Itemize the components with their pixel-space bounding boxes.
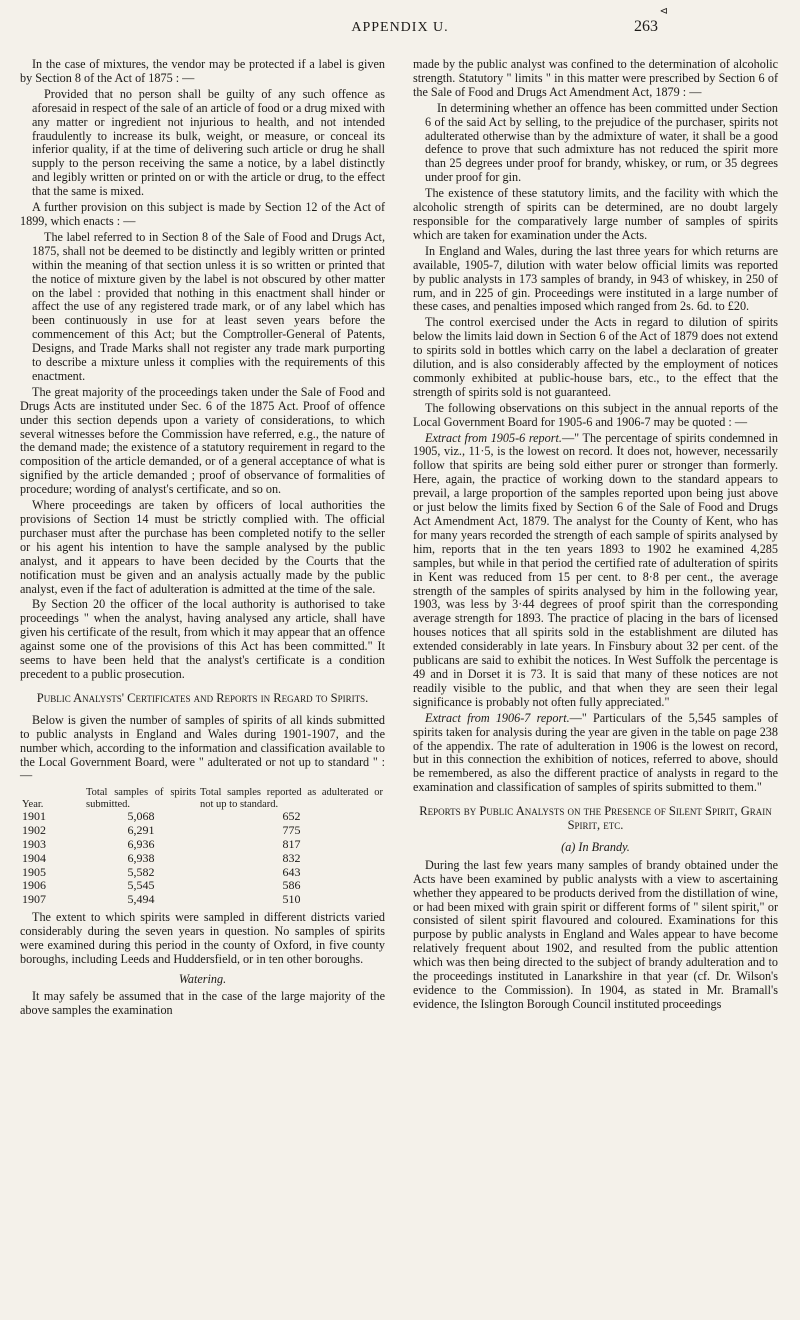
spirits-samples-table [20,787,385,907]
paragraph: Where proceedings are taken by officers of local authorities the provisions of Section 14 must be strictly complied with. The official purchaser must after the purchase has been completed notify to the seller or his agent his intention to have the sample analysed by the public analyst, and it appears to have been decided by the Courts that the notification must be given and an analysis actually made by the public analyst, even if the fact of adulteration is admitted at the time of the sale. [20,498,385,596]
paragraph: The great majority of the proceedings taken under the Sale of Food and Drugs Acts are instituted under Sec. 6 of the 1875 Act. Proof of offence under this section depends upon a variety of considerations, to which several witnesses before the Commission have referred, e.g., the nature of the demand made; the existence of a statutory requirement in regard to the composition of the article demanded, or of a general acceptance of what is signified by the article demanded ; proof of observance of formalities of procedure; wording of analyst's certificate, and so on. [20,384,385,497]
year-cell: 1903 [22,836,46,851]
submitted-cell: 5,068 [127,809,155,824]
paragraph: The extent to which spirits were sampled in different districts varied considerably during the seven years in question. No samples of spirits were examined during this period in the county of Oxford, in five county boroughs, including Leeds and Huddersfield, or in ten other boroughs. [20,909,385,966]
adulterated-cell: 586 [282,878,301,893]
paragraph: In the case of mixtures, the vendor may be protected if a label is given by Section 8 of the Act of 1875 : — [20,57,385,85]
column-header: Year. [22,798,44,810]
adulterated-cell: 652 [282,809,301,824]
column-header: Total samples of spirits submitted. [86,787,196,810]
paragraph: It may safely be assumed that in the case of the large majority of the above samples the examination [20,989,385,1018]
table-row [20,838,385,852]
paragraph: By Section 20 the officer of the local authority is authorised to take proceedings " when the analyst, having analysed any article, shall have given his certificate of the result, from which it may appear that an offence against some one of the provisions of this Act has been committed." It seems to have been held that the analyst's certificate is a condition precedent to a public prosecution. [20,597,385,681]
submitted-cell: 5,582 [127,864,155,879]
table-row [20,824,385,838]
year-cell: 1901 [22,809,46,824]
report-extract [413,432,778,710]
right-column [413,58,778,1014]
margin-mark: ⊲ [659,6,668,17]
section-heading: Reports by Public Analysts on the Presence of Silent Spirit, Grain Spirit, etc. [419,804,772,833]
table-row [20,866,385,880]
year-cell: 1904 [22,850,46,865]
table-header-row [20,787,385,810]
year-cell: 1906 [22,878,46,893]
page-number: 263 [634,18,658,35]
running-head: APPENDIX U. [351,20,449,35]
year-cell: 1902 [22,823,46,838]
statute-quote: In determining whether an offence has been committed under Section 6 of the said Act by selling, to the prejudice of the purchaser, spirits not adulterated otherwise than by the admixture of water, it shall be a good defence to prove that such admixture has not reduced the spirit more than 25 degrees under proof for brandy, whiskey, or rum, or 35 degrees under proof for gin. [425,100,778,185]
adulterated-cell: 510 [282,892,301,907]
year-cell: 1905 [22,864,46,879]
paragraph: During the last few years many samples of brandy obtained under the Acts have been examined by public analysts with a view to ascertaining whether they appeared to be products derived from the distillation of wine, or had been mixed with grain spirit or different forms of " silent spirit," or consisted of silent spirit flavoured and coloured. Examinations for this purpose by public analysts in England and Wales appear to have become relatively frequent about 1902, and resulted from the public attention which was then being directed to the subject of brandy adulteration and to the proceedings instituted in Lanarkshire in that year (cf. Dr. Wilson's evidence to the Commission). In 1904, as stated in Mr. Bramall's evidence, the Islington Borough Council instituted proceedings [413,857,778,1011]
report-extract [413,712,778,795]
table-row [20,852,385,866]
adulterated-cell: 643 [282,864,301,879]
statute-quote: The label referred to in Section 8 of the Sale of Food and Drugs Act, 1875, shall not be deemed to be distinctly and legibly written or printed within the meaning of that section unless it is so written or printed that the notice of mixture given by the label is not obscured by other matter on the label : provided that nothing in this enactment shall hinder or affect the use of any registered trade mark, or of any label which has been continuously in use for at least seven years before the commencement of this Act; but the Comptroller-General of Patents, Designs, and Trade Marks shall not register any trade mark purporting to describe a mixture unless it complies with the requirements of this enactment. [32,229,385,383]
submitted-cell: 6,938 [127,850,155,865]
submitted-cell: 5,545 [127,878,155,893]
paragraph: The following observations on this subject in the annual reports of the Local Government Board for 1905-6 and 1906-7 may be quoted : — [413,400,778,429]
adulterated-cell: 817 [282,836,301,851]
sub-heading: (a) In Brandy. [561,839,630,854]
paragraph: Below is given the number of samples of spirits of all kinds submitted to public analysts in England and Wales during 1901-1907, and the number which, according to the information and classification available to the Local Government Board, were " adulterated or not up to standard " : — [20,712,385,783]
section-heading: Public Analysts' Certificates and Reports in Regard to Spirits. [36,690,369,705]
paragraph: In England and Wales, during the last three years for which returns are available, 1905-7, dilution with water below official limits was reported by public analysts in 173 samples of brandy, in 943 of whiskey, in 250 of rum, and in 225 of gin. Proceedings were instituted in a large number of these cases, and penalties imposed which ranged from 2s. 6d. to £20. [413,243,778,314]
submitted-cell: 6,936 [127,836,155,851]
statute-quote: Provided that no person shall be guilty of any such offence as aforesaid in respect of the sale of an article of food or a drug mixed with any matter or ingredient not injurious to health, and not intended fraudulently to increase its bulk, weight, or measure, or conceal its inferior quality, if at the time of delivering such article or drug he shall supply to the person receiving the same a notice, by a label distinctly and legibly written or printed on or with the article or drug, to the effect that the same is mixed. [32,86,385,199]
extract-label: Extract from 1906-7 report. [425,710,570,725]
column-header: Total samples reported as adulterated or not up to standard. [200,787,383,810]
sub-heading: Watering. [178,971,227,986]
table-row [20,810,385,824]
extract-label: Extract from 1905-6 report. [425,430,562,445]
paragraph: A further provision on this subject is made by Section 12 of the Act of 1899, which enacts : — [20,200,385,228]
submitted-cell: 6,291 [127,823,155,838]
paragraph: The existence of these statutory limits, and the facility with which the alcoholic strength of spirits can be determined, are no doubt largely responsible for the comparatively large number of samples of spirits which are taken for examination under the Acts. [413,186,778,242]
year-cell: 1907 [22,892,46,907]
adulterated-cell: 775 [282,823,301,838]
page-header [0,6,800,40]
extract-text: —" Particulars of the 5,545 samples of spirits taken for analysis during the year are given in the table on page 238 of the appendix. The rate of adulteration in 1906 is the lowest on record, but in this connection the exhibition of notices, referred to above, should be remembered, as also the different practice of analysts in regard to the examination and classification of samples of spirits submitted to them." [413,710,778,795]
extract-text: —" The percentage of spirits condemned in 1905, viz., 11·5, is the lowest on record. It does not, however, necessarily follow that spirits are being sold either purer or stronger than formerly. Here, again, the practice of working down to the standard appears to prevail, a large proportion of the samples reported upon being just above or just below the limits fixed by Section 6 of the Sale of Food and Drugs Act Amendment Act, 1879. The analyst for the County of Kent, who has for many years recorded the strength of each sample of spirits analysed by him, reports that in the ten years 1893 to 1902 he examined 4,285 samples, but while in that period the certified rate of adulteration of spirits in Kent was reduced from 15 per cent. to 8·8 per cent., the average strength of the samples of spirits analysed by him in the following year, 1903, was less by 3·44 degrees of proof spirit than the corresponding average strength for 1893. The practice of placing in the bars of licensed houses notices that all spirits sold in the establishment are diluted has extended considerably in late years. In Finsbury about 32 per cent. of the publicans are said to exhibit the notices. In West Suffolk the percentage is 49 and in Dorset it is 73. It is said that many of these notices are not readily visible to the public, and that when they are seen their legal significance is probably not often fully appreciated." [413,430,778,709]
left-column [20,58,385,1020]
paragraph: made by the public analyst was confined to the determination of alcoholic strength. Statutory " limits " in this matter were prescribed by Section 6 of the Sale of Food and Drugs Act Amendment Act, 1879 : — [413,57,778,99]
submitted-cell: 5,494 [127,892,155,907]
adulterated-cell: 832 [282,850,301,865]
paragraph: The control exercised under the Acts in regard to dilution of spirits below the limits laid down in Section 6 of the Act of 1879 does not extend to spirits sold in bottles which carry on the label a declaration of greater dilution, and is also considerably affected by the employment of notices commonly exhibited at public-house bars, etc., to the effect that the strength of spirits sold is not guaranteed. [413,315,778,399]
table-row [20,893,385,907]
table-row [20,879,385,893]
